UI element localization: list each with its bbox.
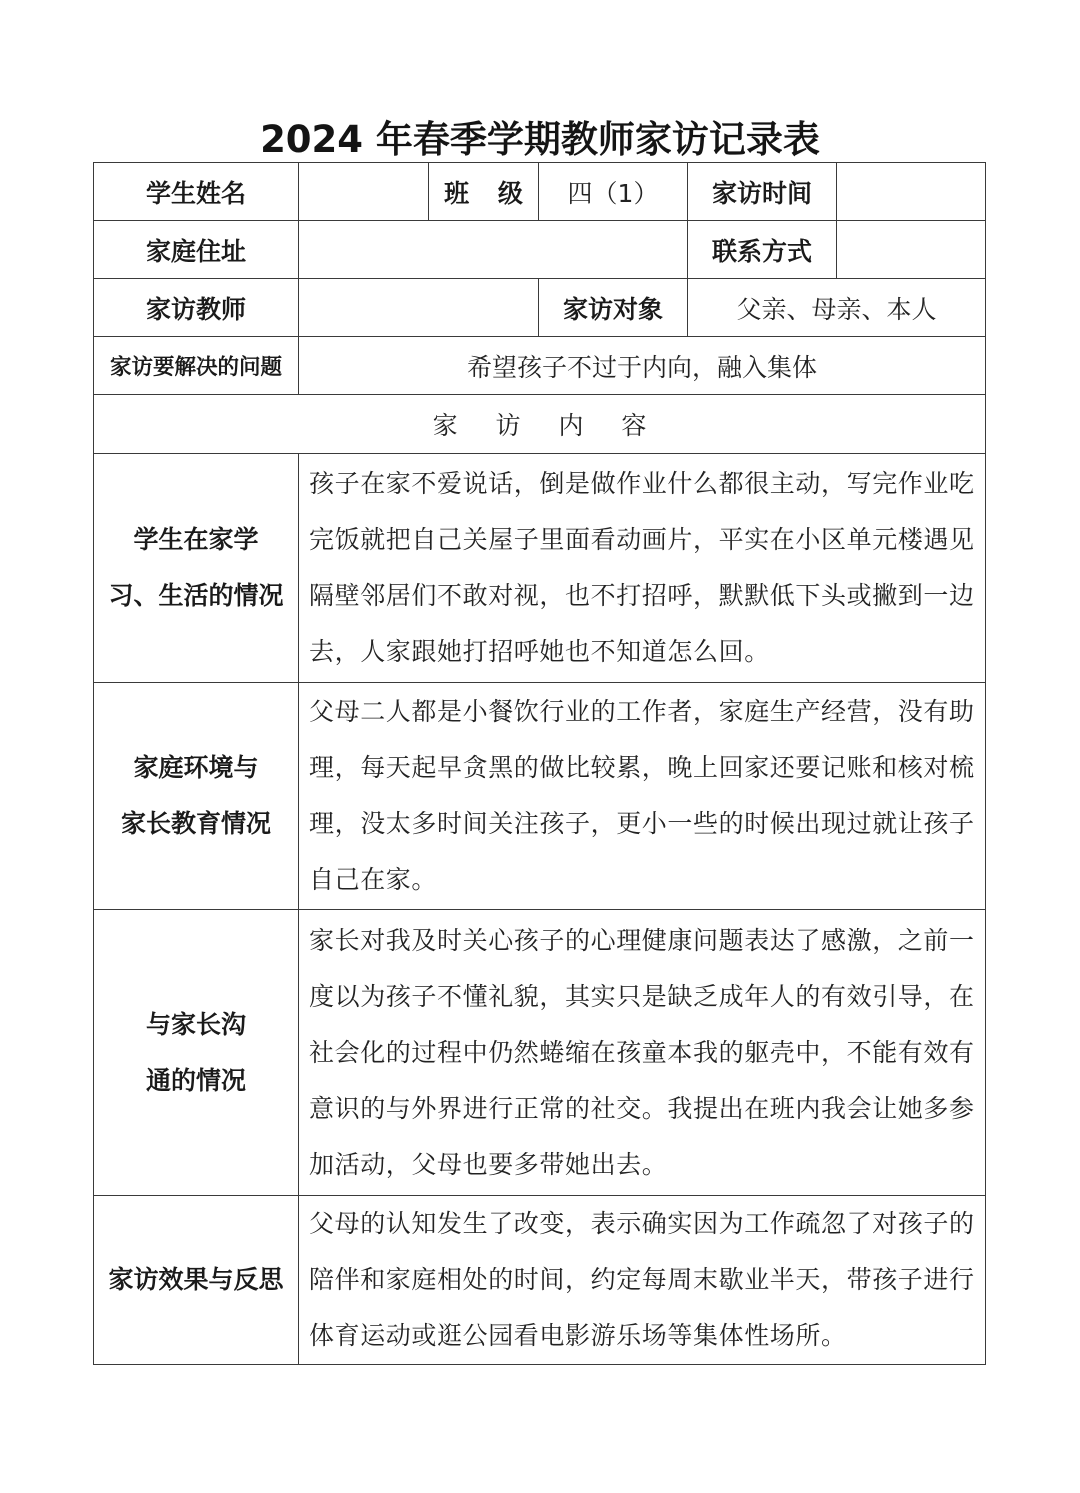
section-label	[94, 454, 299, 683]
section-label	[94, 910, 299, 1196]
table-row-section-communication	[94, 910, 986, 1196]
section-text	[299, 454, 986, 683]
section-text-line: 度以为孩子不懂礼貌，其实只是缺乏成年人的有效引导，在	[309, 981, 975, 1011]
section-text-line: 理，没太多时间关注孩子，更小一些的时候出现过就让孩子	[309, 809, 975, 838]
address-value-cell	[299, 221, 688, 279]
student-name-value-cell	[299, 163, 429, 221]
table-row-section-reflection	[94, 1196, 986, 1365]
table-row-issue	[94, 337, 986, 395]
visit-target-value: 父亲、母亲、本人	[688, 279, 986, 337]
address-label: 家庭住址	[94, 221, 299, 279]
section-text-line: 隔壁邻居们不敢对视，也不打招呼，默默低下头或撇到一边	[309, 581, 975, 610]
contact-label: 联系方式	[688, 221, 837, 279]
form-title: 2024 年春季学期教师家访记录表	[260, 118, 820, 161]
table-row-address	[94, 221, 986, 279]
section-text-line: 完饭就把自己关屋子里面看动画片，平实在小区单元楼遇见	[309, 525, 975, 554]
section-label-line: 学生在家学	[133, 525, 259, 554]
student-name-label: 学生姓名	[94, 163, 299, 221]
section-text	[299, 683, 986, 910]
table-row-section-study-life	[94, 454, 986, 683]
home-visit-record-table	[93, 162, 986, 1365]
content-header: 家 访 内 容	[94, 395, 986, 454]
section-label-line: 与家长沟	[145, 1009, 246, 1039]
teacher-label: 家访教师	[94, 279, 299, 337]
section-text	[299, 910, 986, 1196]
section-text-line: 自己在家。	[309, 865, 438, 894]
visit-time-label: 家访时间	[688, 163, 837, 221]
section-text-line: 去，人家跟她打招呼她也不知道怎么回。	[309, 637, 770, 666]
section-text-line: 孩子在家不爱说话，倒是做作业什么都很主动，写完作业吃	[309, 469, 975, 498]
table-row-content-header	[94, 395, 986, 454]
section-text	[299, 1196, 986, 1365]
section-label-line: 习、生活的情况	[108, 581, 284, 610]
section-text-line: 陪伴和家庭相处的时间，约定每周末歇业半天，带孩子进行	[309, 1265, 975, 1294]
section-text-line: 父母的认知发生了改变，表示确实因为工作疏忽了对孩子的	[309, 1209, 975, 1238]
section-label	[94, 683, 299, 910]
section-text-line: 理，每天起早贪黑的做比较累，晚上回家还要记账和核对梳	[309, 753, 975, 782]
section-label-line: 家访效果与反思	[108, 1265, 284, 1294]
class-value: 四（1）	[539, 163, 688, 221]
table-row-teacher	[94, 279, 986, 337]
table-row-section-family	[94, 683, 986, 910]
section-text-line: 加活动，父母也要多带她出去。	[309, 1149, 668, 1179]
section-text-line: 体育运动或逛公园看电影游乐场等集体性场所。	[309, 1321, 847, 1350]
visit-time-value-cell	[837, 163, 986, 221]
section-label-line: 家庭环境与	[133, 753, 259, 782]
table-body	[94, 163, 986, 1365]
section-label	[94, 1196, 299, 1365]
section-label-line: 家长教育情况	[120, 809, 271, 838]
section-text-line: 父母二人都是小餐饮行业的工作者，家庭生产经营，没有助	[309, 697, 975, 726]
section-text-line: 家长对我及时关心孩子的心理健康问题表达了感激，之前一	[309, 925, 975, 955]
issue-value: 希望孩子不过于内向，融入集体	[299, 337, 986, 395]
table-row-student-info	[94, 163, 986, 221]
teacher-value-cell	[299, 279, 539, 337]
section-text-line: 意识的与外界进行正常的社交。我提出在班内我会让她多参	[309, 1093, 975, 1123]
issue-label: 家访要解决的问题	[94, 337, 299, 395]
class-label: 班 级	[429, 163, 539, 221]
contact-value-cell	[837, 221, 986, 279]
visit-target-label: 家访对象	[539, 279, 688, 337]
section-label-line: 通的情况	[145, 1065, 246, 1095]
section-text-line: 社会化的过程中仍然蜷缩在孩童本我的躯壳中，不能有效有	[309, 1037, 975, 1067]
